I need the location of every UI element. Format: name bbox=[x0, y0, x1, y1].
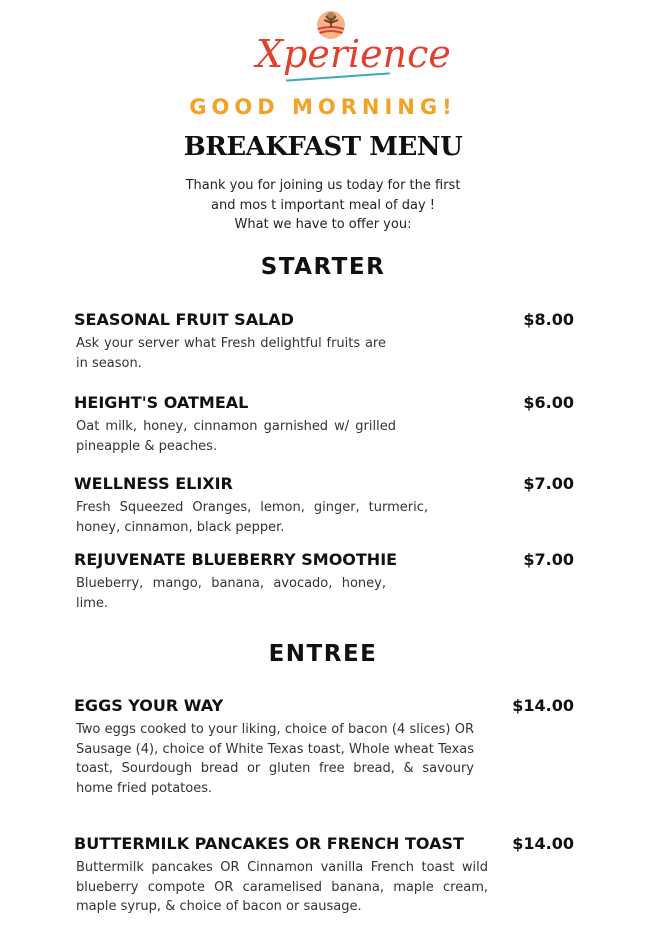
menu-item-description: Buttermilk pancakes OR Cinnamon vanilla French toast wild blueberry compote OR caramelised banana, maple cream, maple syrup, & choice of bacon or sausage. bbox=[76, 860, 488, 914]
menu-item-price: $7.00 bbox=[523, 474, 574, 493]
intro-line: and mos t important meal of day ! bbox=[211, 197, 435, 213]
menu-item-description: Ask your server what Fresh delightful fruits are in season. bbox=[76, 336, 386, 371]
menu-item-price: $14.00 bbox=[512, 696, 574, 715]
logo bbox=[256, 10, 451, 88]
section-heading-entree: ENTREE bbox=[268, 641, 378, 667]
menu-item-description: Blueberry, mango, banana, avocado, honey, lime. bbox=[76, 576, 386, 611]
menu-item-description: Oat milk, honey, cinnamon garnished w/ grilled pineapple & peaches. bbox=[76, 419, 396, 454]
menu-item-name: SEASONAL FRUIT SALAD bbox=[74, 310, 294, 329]
menu-item-name: REJUVENATE BLUEBERRY SMOOTHIE bbox=[74, 550, 398, 569]
intro-line: What we have to offer you: bbox=[234, 217, 412, 232]
menu-item-price: $8.00 bbox=[523, 310, 574, 329]
menu-item-name: WELLNESS ELIXIR bbox=[74, 474, 233, 493]
menu-item-price: $6.00 bbox=[523, 393, 574, 412]
intro-line: Thank you for joining us today for the first bbox=[185, 178, 461, 193]
menu-item-name: HEIGHT'S OATMEAL bbox=[74, 393, 249, 412]
menu-item-description: Two eggs cooked to your liking, choice of bacon (4 slices) OR Sausage (4), choice of White Texas toast, Whole wheat Texas toast, Sourdough bread or gluten free bread, & savoury home fried potatoes. bbox=[76, 722, 474, 796]
menu-item-price: $7.00 bbox=[523, 550, 574, 569]
menu-item-price: $14.00 bbox=[512, 834, 574, 853]
page-title: BREAKFAST MENU bbox=[183, 132, 463, 162]
menu-item-name: BUTTERMILK PANCAKES OR FRENCH TOAST bbox=[74, 834, 464, 853]
logo-text: Xperience bbox=[256, 32, 451, 76]
section-heading-starter: STARTER bbox=[260, 254, 386, 280]
menu-item-description: Fresh Squeezed Oranges, lemon, ginger, turmeric, honey, cinnamon, black pepper. bbox=[76, 500, 428, 535]
menu-item-name: EGGS YOUR WAY bbox=[74, 696, 224, 715]
greeting: GOOD MORNING! bbox=[189, 95, 457, 119]
intro-text bbox=[0, 176, 646, 235]
